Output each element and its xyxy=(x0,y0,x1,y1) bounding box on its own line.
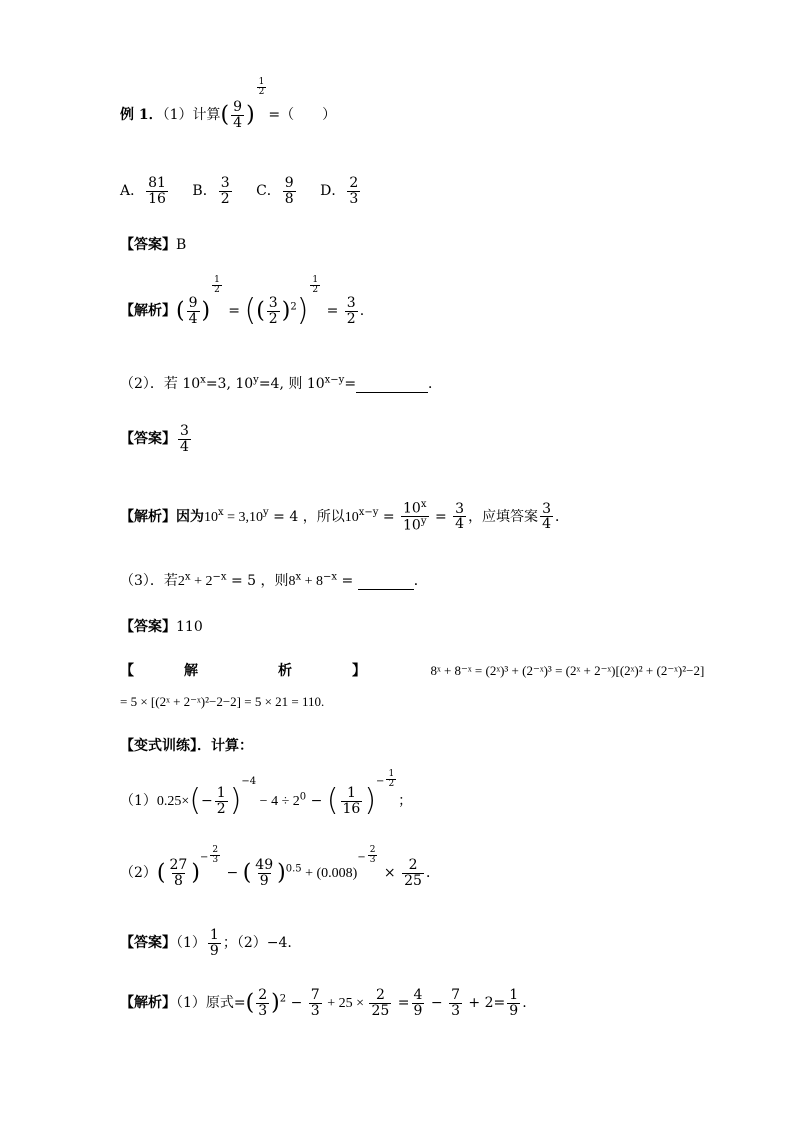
variant-2: （2）( $\frac{27}{8}$ )− $\frac{2}{3}$ − ( $\frac{49}{9}$ )$^{0.5}$ + (0.008)− $\frac{2}{3}$ × $\frac{2}{25}$ ． xyxy=(120,845,440,889)
solution-4: 【解析】（1）原式=( $\frac{2}{3}$ )$^2$ − $\frac{7}{3}$ + 25 × $\frac{2}{25}$ = $\frac{4}{9}$ − $\frac{7}{3}$ + 2= $\frac{1}{9}$ . xyxy=(120,987,527,1019)
answer-blank xyxy=(358,573,414,590)
choice-b: B． $\frac{3}{2}$ xyxy=(192,175,230,207)
choice-d: D． $\frac{2}{3}$ xyxy=(320,175,359,207)
example-label: 例 1． xyxy=(120,107,163,124)
answer-4: 【答案】（1） $\frac{1}{9}$ ；（2）−4. xyxy=(120,927,292,959)
answer-blank xyxy=(356,376,428,393)
exponent-fraction: $\frac{1}{2}$ xyxy=(258,77,265,98)
question-2: （2）．若 $10^x=3$, $10^y=4$, 则 $10^{x-y}=$ ． xyxy=(120,374,443,392)
solution-3-line2: = 5 × [(2ˣ + 2⁻ˣ)²−2−2] = 5 × 21 = 110. xyxy=(120,694,325,709)
example1-question: 例 1．（1）计算( $\frac{9}{4}$ ) $\frac{1}{2}$ =（ ） xyxy=(120,77,337,131)
solution-2: 【解析】因为$10^x = 3,10^y = 4$ ，所以$10^{x-y}$ = $\frac{10^x}{10^y}$ = $\frac{3}{4}$ ，应填答案 $\frac{3}{4}$ ． xyxy=(120,499,569,534)
answer-1: 【答案】B xyxy=(120,237,187,253)
variant-heading: 【变式训练】．计算： xyxy=(120,738,253,754)
choice-c: C． $\frac{9}{8}$ xyxy=(256,175,294,207)
solution-1: 【解析】( $\frac{9}{4}$ ) $\frac{1}{2}$ = (( $\frac{3}{2}$ )$^2$) $\frac{1}{2}$ = $\frac{3}{2}$ . xyxy=(120,275,365,329)
choice-a: A． $\frac{81}{16}$ xyxy=(120,175,166,207)
question-3: （3）．若$2^x + 2^{-x} = 5$ ，则$8^x + 8^{-x}$ = ． xyxy=(120,571,428,589)
variant-1: （1）0.25×(− $\frac{1}{2}$ )$^{-4} - 4 \div 2^0$ − ( $\frac{1}{16}$ )− $\frac{1}{2}$ ； xyxy=(120,769,413,819)
solution-3: 【 解 析 】 8ˣ + 8⁻ˣ = (2ˣ)³ + (2⁻ˣ)³ = (2ˣ + 2⁻ˣ)[(2ˣ)² + (2⁻ˣ)²−2] xyxy=(120,663,705,679)
choices xyxy=(120,176,362,206)
answer-2: 【答案】 $\frac{3}{4}$ xyxy=(120,423,189,455)
base-fraction: $\frac{9}{4}$ xyxy=(233,99,243,131)
answer-3: 【答案】110 xyxy=(120,619,203,635)
